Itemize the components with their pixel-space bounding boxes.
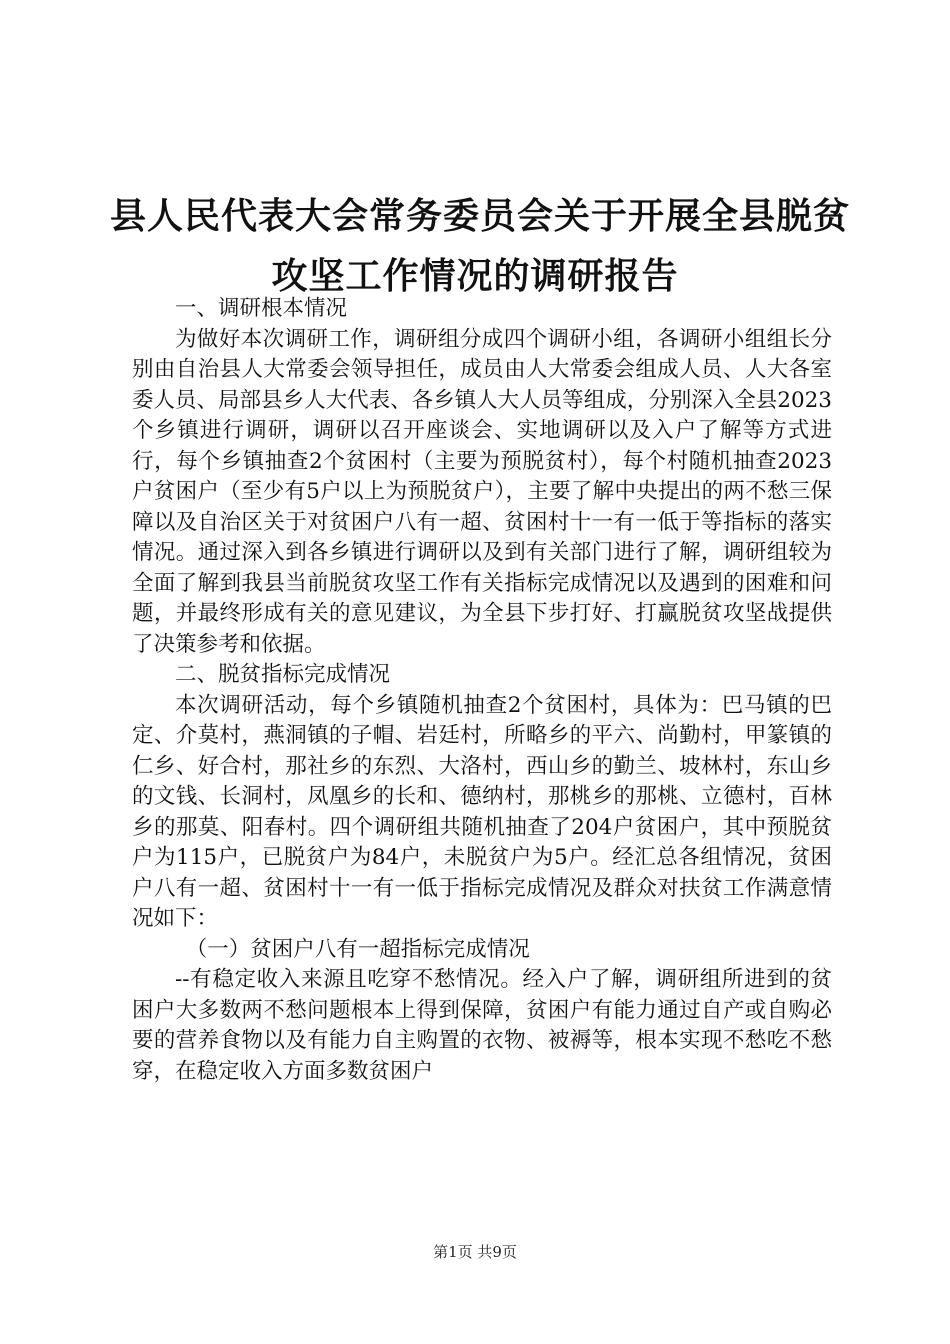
subsection-heading-1: （一）贫困户八有一超指标完成情况 xyxy=(185,936,530,962)
section-heading-1: 一、调研根本情况 xyxy=(175,296,348,321)
paragraph-research-overview: 为做好本次调研工作，调研组分成四个调研小组，各调研小组组长分别由自治县人大常委会领导担任，成员由人大常委会组成人员、人大各室委人员、局部县乡人大代表、各乡镇人大人员等组成，分别深入全县2023个乡镇进行调研，调研以召开座谈会、实地调研以及入户了解等方式进行，每个乡镇抽查2个贫困村（主要为预脱贫村），每个村随机抽查2023户贫困户（至少有5户以上为预脱贫户），主要了解中央提出的两不愁三保障以及自治区关于对贫困户八有一超、贫困村十一有一低于等指标的落实情况。通过深入到各乡镇进行调研以及到有关部门进行了解，调研组较为全面了解到我县当前脱贫攻坚工作有关指标完成情况以及遇到的困难和问题，并最终形成有关的意见建议，为全县下步打好、打赢脱贫攻坚战提供了决策参考和依据。 xyxy=(132,326,832,657)
paragraph-stable-income: --有稳定收入来源且吃穿不愁情况。经入户了解，调研组所进到的贫困户大多数两不愁问题根本上得到保障，贫困户有能力通过自产或自购必要的营养食物以及有能力自主购置的衣物、被褥等，根本实现不愁吃不愁穿，在稳定收入方面多数贫困户 xyxy=(132,967,832,1084)
document-body xyxy=(132,294,832,1087)
document-title-line1: 县人民代表大会常务委员会关于开展全县脱贫 xyxy=(110,196,851,237)
page-footer: 第1页 共9页 xyxy=(433,1243,517,1261)
section-heading-2: 二、脱贫指标完成情况 xyxy=(175,662,391,687)
paragraph-indicator-completion: 本次调研活动，每个乡镇随机抽查2个贫困村，具体为：巴马镇的巴定、介莫村，燕洞镇的子帽、岩廷村，所略乡的平六、尚勤村，甲篆镇的仁乡、好合村，那社乡的东烈、大洛村，西山乡的勤兰、坡林村，东山乡的文钱、长洞村，凤凰乡的长和、德纳村，那桃乡的那桃、立德村，百林乡的那莫、阳春村。四个调研组共随机抽查了204户贫困户，其中预脱贫户为115户，已脱贫户为84户，未脱贫户为5户。经汇总各组情况，贫困户八有一超、贫困村十一有一低于指标完成情况及群众对扶贫工作满意情况如下： xyxy=(132,692,832,931)
document-title-line2: 攻坚工作情况的调研报告 xyxy=(271,256,679,297)
